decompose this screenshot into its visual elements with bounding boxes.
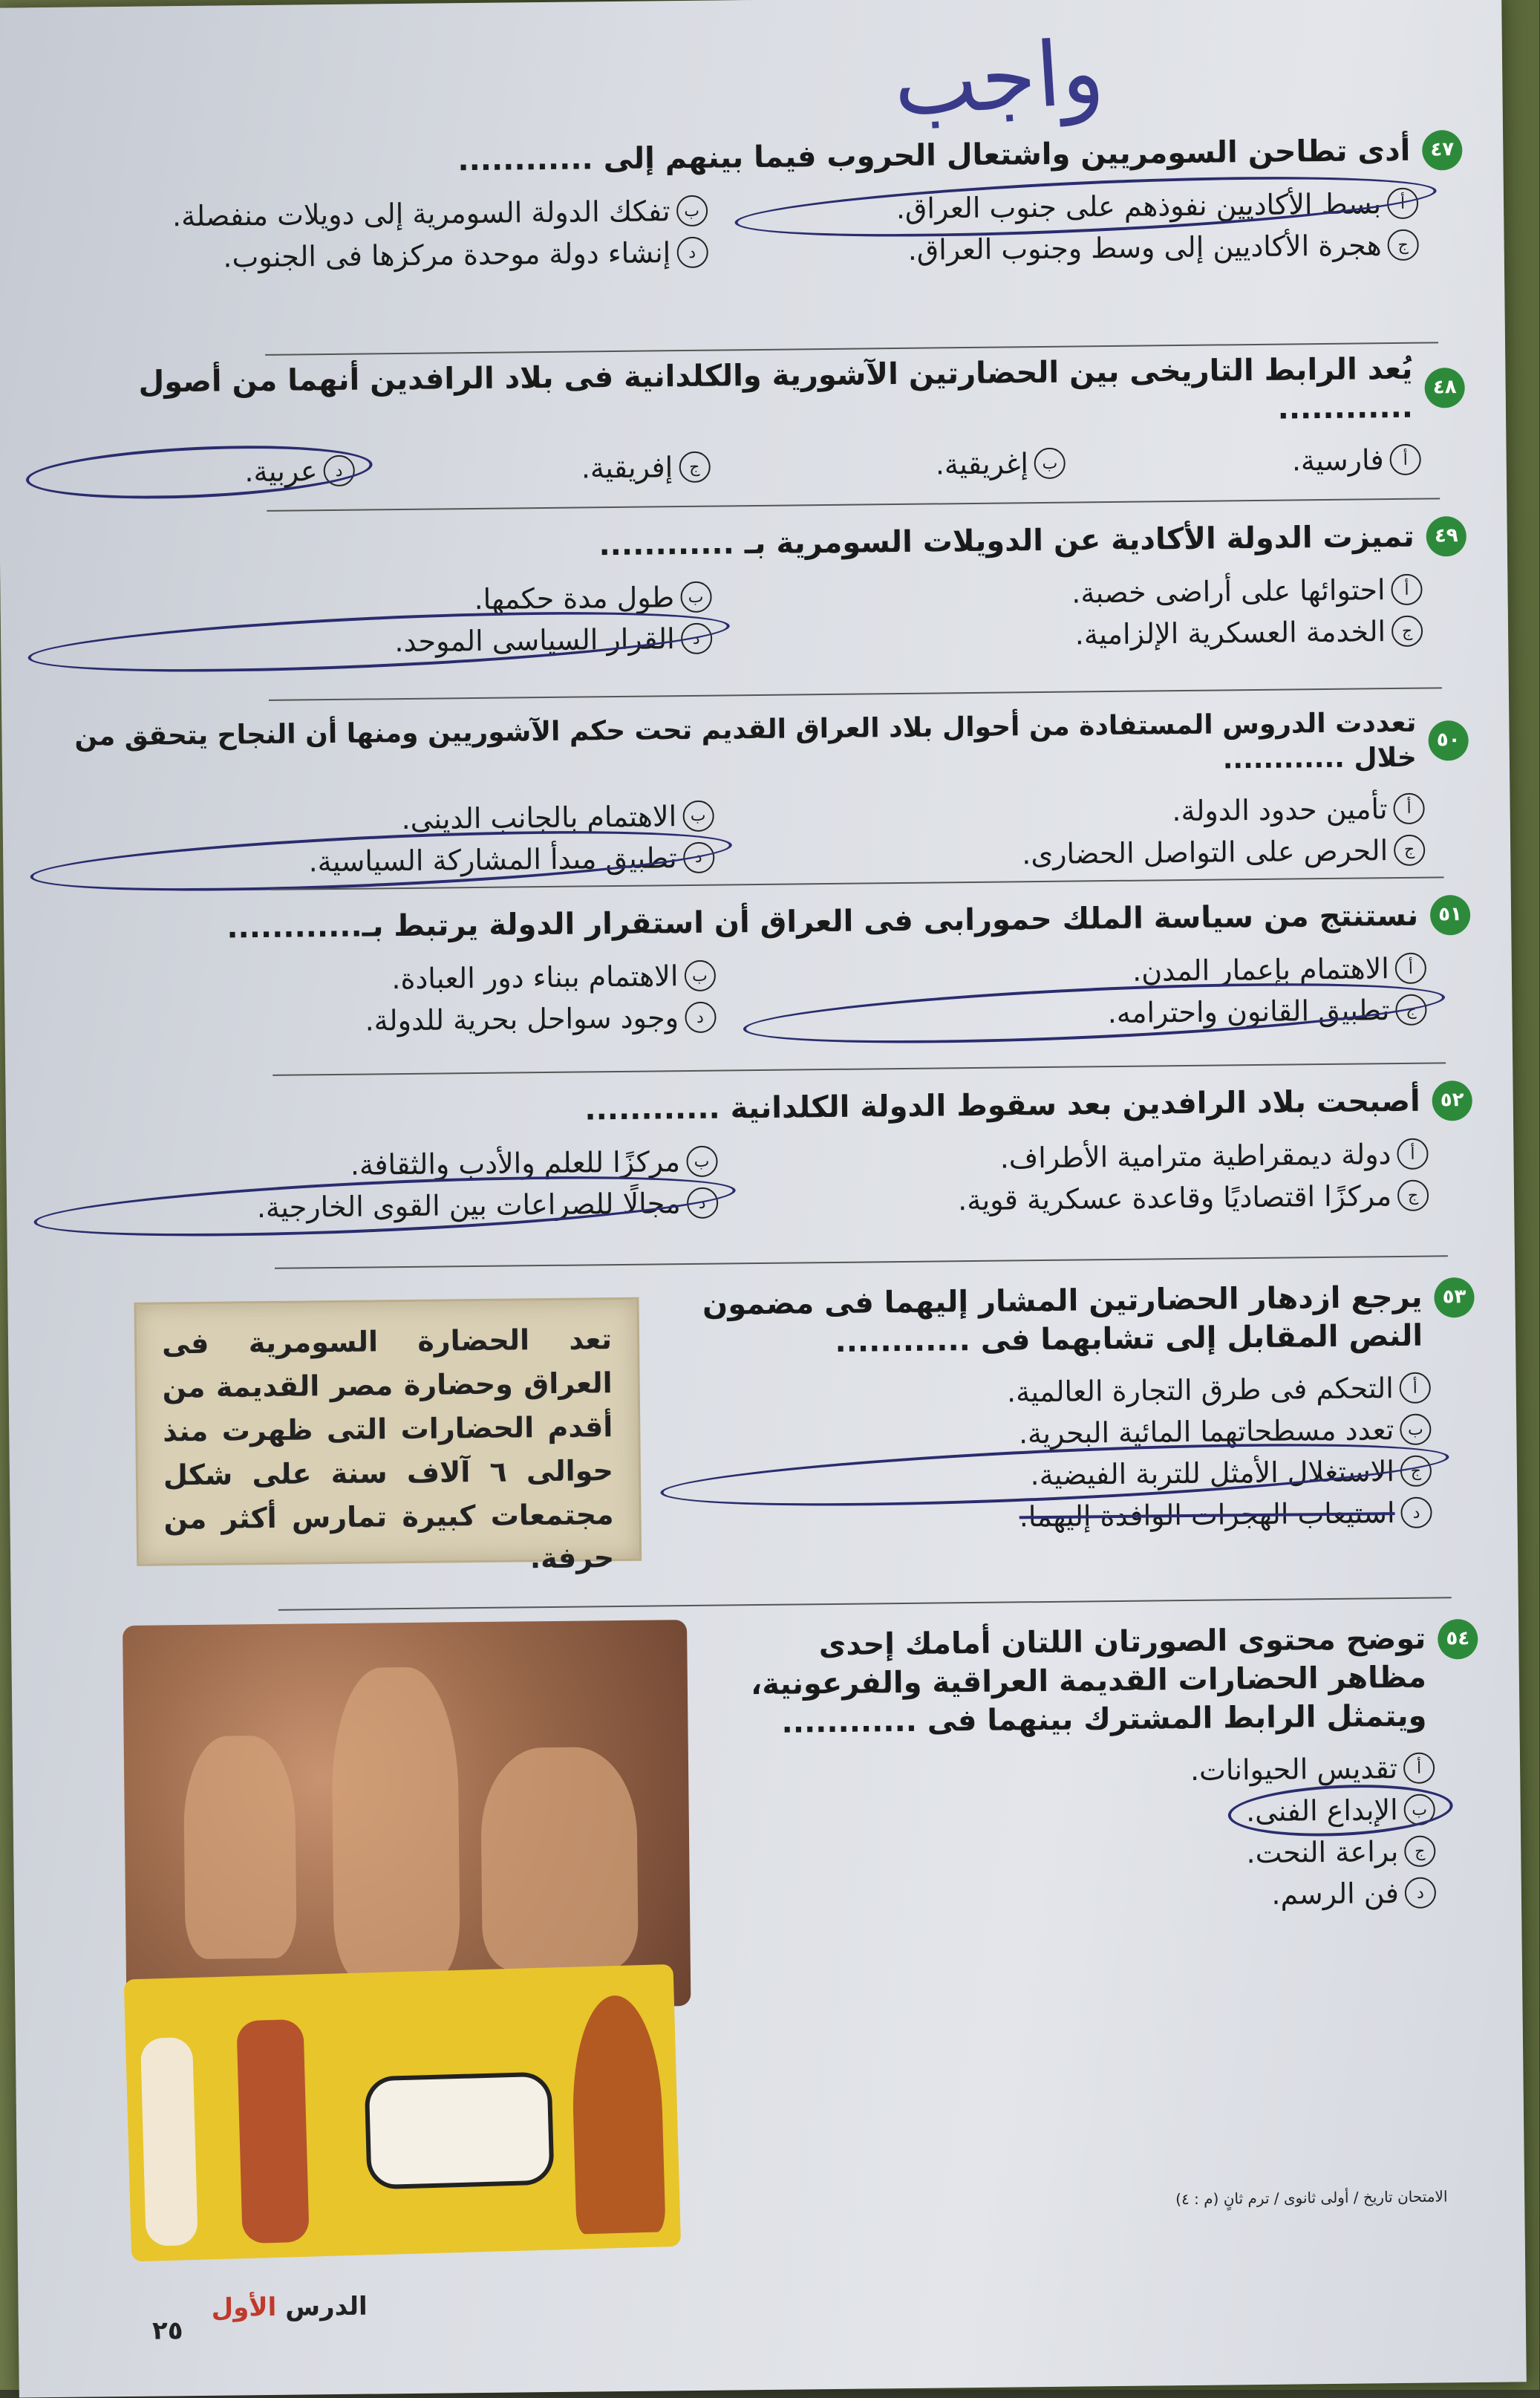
option-b[interactable]: ب الاهتمام ببناء دور العبادة. [50, 959, 717, 999]
question-number: ٥١ [1431, 895, 1472, 936]
option-c[interactable]: ج مركزًا اقتصاديًا وقاعدة عسكرية قوية. [763, 1179, 1429, 1219]
question-number: ٥٤ [1438, 1619, 1479, 1660]
question-52 [51, 1081, 1475, 1226]
option-c[interactable]: ج الخدمة العسكرية الإلزامية. [757, 615, 1423, 654]
option-b[interactable]: ب مركزًا للعلم والأدب والثقافة. [51, 1145, 718, 1185]
question-47 [41, 130, 1464, 276]
option-b[interactable]: ب الإبداع الفنى. [1247, 1793, 1436, 1828]
option-b[interactable]: ب تفكك الدولة السومرية إلى دويلات منفصلة. [42, 195, 708, 234]
option-c[interactable]: ج هجرة الأكاديين إلى وسط وجنوب العراق. [753, 229, 1420, 268]
option-b[interactable]: ب الاهتمام بالجانب الدينى. [48, 799, 714, 838]
option-a[interactable]: أ الاهتمام بإعمار المدن. [760, 952, 1427, 991]
option-a[interactable]: أ بسط الأكاديين نفوذهم على جنوب العراق. [752, 187, 1419, 227]
question-51 [49, 895, 1472, 1040]
question-54 [725, 1619, 1481, 1917]
mesopotamian-relief-image [123, 1620, 691, 2012]
question-number: ٤٧ [1423, 130, 1464, 171]
option-a[interactable]: أ تأمين حدود الدولة. [759, 792, 1426, 831]
relief-animal [184, 1736, 298, 1960]
question-number: ٥٠ [1429, 720, 1469, 761]
question-stem: أصبحت بلاد الرافدين بعد سقوط الدولة الكلدانية ............ [585, 1084, 1421, 1127]
option-a[interactable]: أ دولة ديمقراطية مترامية الأطراف. [763, 1138, 1429, 1177]
question-49 [45, 516, 1469, 662]
option-c[interactable]: ج الحرص على التواصل الحضارى. [760, 833, 1426, 873]
question-stem: يُعد الرابط التاريخى بين الحضارتين الآشورية والكلدانية فى بلاد الرافدين أنهما من أصول ............ [139, 351, 1415, 426]
divider [270, 687, 1443, 701]
divider [279, 1597, 1452, 1611]
handwritten-header: واجب [891, 20, 1108, 137]
question-50 [47, 706, 1470, 881]
option-d[interactable]: د مجالًا للصراعات بين القوى الخارجية. [52, 1187, 719, 1226]
question-stem: يرجع ازدهار الحضارتين المشار إليهما فى مضمون النص المقابل إلى تشابهما فى ............ [702, 1280, 1424, 1359]
question-48 [43, 349, 1466, 490]
option-c[interactable]: ج براعة النحت. [727, 1835, 1436, 1875]
question-stem: أدى تطاحن السومريين واشتعال الحروب فيما بينهم إلى ............ [458, 133, 1412, 178]
option-b[interactable]: ب طول مدة حكمها. [45, 581, 712, 620]
question-number: ٥٢ [1432, 1081, 1473, 1121]
quote-box: تعد الحضارة السومرية فى العراق وحضارة مصر القديمة من أقدم الحضارات التى ظهرت منذ حوالى ٦ آلاف سنة على شكل مجتمعات كبيرة تمارس أكثر من حرفة. [134, 1297, 642, 1566]
option-c[interactable]: ج الاستغلال الأمثل للتربة الفيضية. [679, 1455, 1432, 1496]
question-stem: تعددت الدروس المستفادة من أحوال بلاد العراق القديم تحت حكم الآشوريين ومنها أن النجاح يتحقق من خلال ............ [75, 707, 1418, 775]
option-a[interactable]: أ احتوائها على أراضى خصبة. [757, 573, 1423, 613]
lesson-label: الدرس الأول [212, 2291, 368, 2323]
relief-animal [481, 1747, 639, 1971]
divider [275, 1255, 1449, 1269]
footer-reference: الامتحان تاريخ / أولى ثانوى / ترم ثانٍ (م : ٤) [1176, 2187, 1449, 2209]
relief-figure [332, 1666, 461, 1980]
pharaonic-painting-image [125, 1964, 682, 2262]
page-number: ٢٥ [152, 2316, 184, 2346]
painting-tree [571, 1994, 667, 2234]
question-stem: نستنتج من سياسة الملك حمورابى فى العراق أن استقرار الدولة يرتبط بـ............ [227, 898, 1420, 945]
option-d[interactable]: د القرار السياسى الموحد. [46, 622, 713, 662]
question-53 [676, 1277, 1477, 1537]
option-d[interactable]: د استيعاب الهجرات الوافدة إليهما. [679, 1496, 1432, 1537]
option-a[interactable]: أ فارسية. [1111, 443, 1422, 479]
option-c[interactable]: ج إفريقية. [399, 451, 711, 486]
option-b[interactable]: ب تعدد مسطحاتهما المائية البحرية. [678, 1413, 1432, 1454]
question-stem: توضح محتوى الصورتان اللتان أمامك إحدى مظاهر الحضارات القديمة العراقية والفرعونية، ويتمثل الرابط المشترك بينهما فى ............ [751, 1621, 1428, 1740]
option-a[interactable]: أ تقديس الحيوانات. [726, 1752, 1435, 1792]
option-a[interactable]: أ التحكم فى طرق التجارة العالمية. [678, 1372, 1432, 1413]
option-b[interactable]: ب إغريقية. [755, 447, 1066, 483]
question-number: ٤٩ [1426, 516, 1467, 557]
option-d[interactable]: د فن الرسم. [728, 1877, 1437, 1917]
option-d[interactable]: د وجود سواحل بحرية للدولة. [50, 1001, 717, 1040]
divider [273, 1062, 1446, 1076]
painting-figure [237, 2019, 310, 2244]
divider [267, 498, 1441, 512]
painting-figure [141, 2037, 199, 2247]
option-c[interactable]: ج تطبيق القانون واحترامه. [761, 994, 1428, 1033]
option-d[interactable]: د عربية. [45, 454, 356, 490]
option-d[interactable]: د إنشاء دولة موحدة مركزها فى الجنوب. [42, 236, 709, 276]
question-stem: تميزت الدولة الأكادية عن الدويلات السومرية بـ ............ [599, 519, 1416, 563]
painting-ox [365, 2071, 555, 2189]
question-number: ٥٣ [1435, 1277, 1475, 1318]
option-d[interactable]: د تطبيق مبدأ المشاركة السياسية. [48, 841, 715, 880]
question-number: ٤٨ [1425, 368, 1466, 408]
